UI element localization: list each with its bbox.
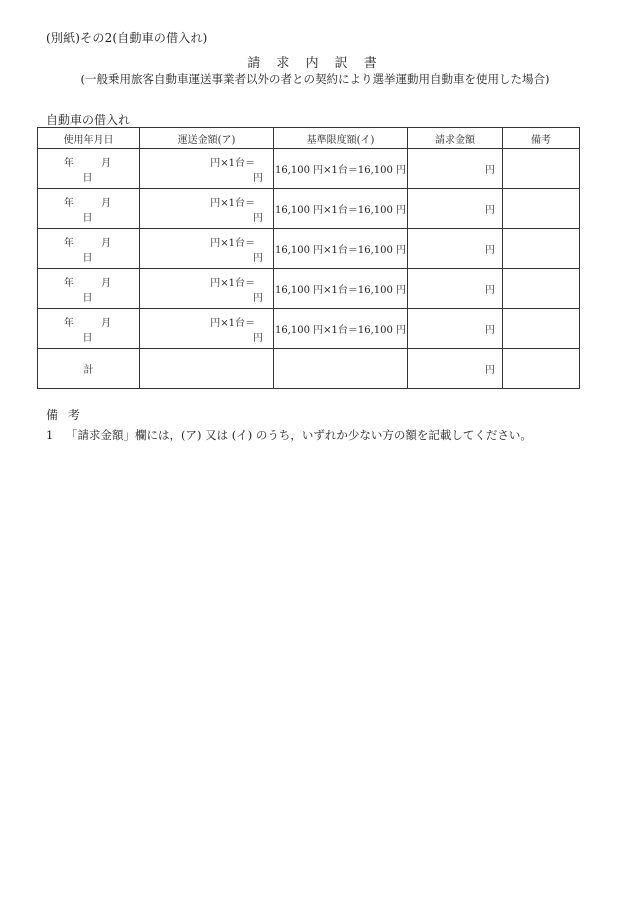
limit-amount-cell: 16,100 円×1台＝16,100 円 <box>274 229 408 269</box>
usage-date-cell[interactable]: 年 月 日 <box>38 149 140 189</box>
total-limit-cell <box>274 349 408 389</box>
transport-rate-text: 円×1台＝ <box>210 238 255 249</box>
table-row <box>38 229 580 269</box>
transport-rate-text: 円×1台＝ <box>210 278 255 289</box>
transport-amount-cell[interactable] <box>140 229 274 269</box>
usage-date-cell[interactable]: 年 月 日 <box>38 269 140 309</box>
usage-date-cell[interactable]: 年 月 日 <box>38 309 140 349</box>
note-text: 「請求金額」欄には，(ア) 又は (イ) のうち，いずれか少ない方の額を記載してください。 <box>66 428 532 442</box>
limit-amount-cell: 16,100 円×1台＝16,100 円 <box>274 149 408 189</box>
limit-amount-cell: 16,100 円×1台＝16,100 円 <box>274 309 408 349</box>
transport-total-text: 円 <box>253 173 263 184</box>
note-item <box>46 427 532 443</box>
attachment-label: (別紙)その2(自動車の借入れ) <box>46 31 208 45</box>
claim-breakdown-table <box>37 127 580 389</box>
transport-total-text: 円 <box>253 253 263 264</box>
transport-rate-text: 円×1台＝ <box>210 318 255 329</box>
document-title: 請 求 内 訳 書 <box>247 56 383 71</box>
remarks-cell[interactable] <box>503 149 580 189</box>
claim-amount-cell[interactable]: 円 <box>408 229 503 269</box>
total-row <box>38 349 580 389</box>
header-claim-amount: 請求金額 <box>408 128 503 149</box>
header-limit-amount: 基準限度額(イ) <box>274 128 408 149</box>
transport-total-text: 円 <box>253 213 263 224</box>
section-label: 自動車の借入れ <box>46 113 131 127</box>
transport-rate-text: 円×1台＝ <box>210 158 255 169</box>
transport-rate-text: 円×1台＝ <box>210 198 255 209</box>
total-remarks-cell <box>503 349 580 389</box>
header-transport-amount: 運送金額(ア) <box>140 128 274 149</box>
document-subtitle: (一般乗用旅客自動車運送事業者以外の者との契約により選挙運動用自動車を使用した場合) <box>80 72 550 86</box>
transport-amount-cell[interactable] <box>140 149 274 189</box>
note-number: 1 <box>46 428 54 442</box>
claim-amount-cell[interactable]: 円 <box>408 309 503 349</box>
table-row <box>38 189 580 229</box>
limit-amount-cell: 16,100 円×1台＝16,100 円 <box>274 189 408 229</box>
table-header-row <box>38 128 580 149</box>
total-transport-cell <box>140 349 274 389</box>
transport-total-text: 円 <box>253 293 263 304</box>
total-claim-amount-cell[interactable]: 円 <box>408 349 503 389</box>
usage-date-cell[interactable]: 年 月 日 <box>38 229 140 269</box>
remarks-cell[interactable] <box>503 229 580 269</box>
remarks-cell[interactable] <box>503 189 580 229</box>
total-label: 計 <box>38 349 140 389</box>
claim-amount-cell[interactable]: 円 <box>408 269 503 309</box>
claim-amount-cell[interactable]: 円 <box>408 189 503 229</box>
claim-amount-cell[interactable]: 円 <box>408 149 503 189</box>
transport-amount-cell[interactable] <box>140 269 274 309</box>
notes-heading: 備 考 <box>46 408 83 422</box>
usage-date-cell[interactable]: 年 月 日 <box>38 189 140 229</box>
header-remarks: 備考 <box>503 128 580 149</box>
table-row <box>38 149 580 189</box>
transport-total-text: 円 <box>253 333 263 344</box>
table-row <box>38 269 580 309</box>
remarks-cell[interactable] <box>503 309 580 349</box>
table-row <box>38 309 580 349</box>
header-usage-date: 使用年月日 <box>38 128 140 149</box>
limit-amount-cell: 16,100 円×1台＝16,100 円 <box>274 269 408 309</box>
transport-amount-cell[interactable] <box>140 189 274 229</box>
remarks-cell[interactable] <box>503 269 580 309</box>
transport-amount-cell[interactable] <box>140 309 274 349</box>
